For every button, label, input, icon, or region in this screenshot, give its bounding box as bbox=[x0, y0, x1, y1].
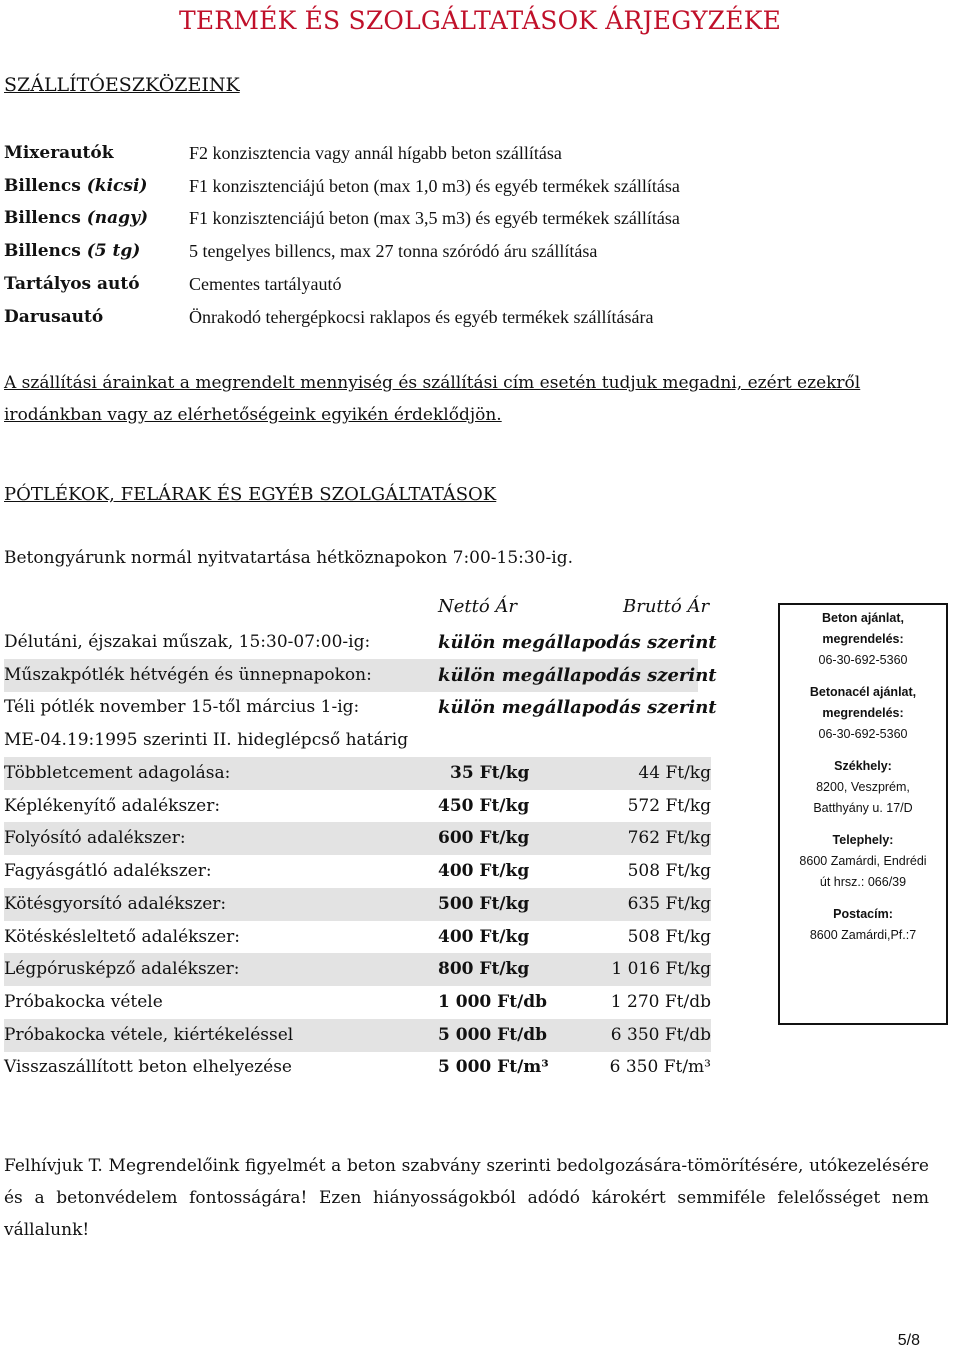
steel-offer-label-2: megrendelés: bbox=[822, 706, 904, 720]
warning-note: Felhívjuk T. Megrendelőink figyelmét a beton szabvány szerinti bedolgozására-tömörítésére, utókezelésére és a betonvédelem fontosságára! Ezen hiányosságokból adódó károkért semmiféle felelősséget nem vállalunk! bbox=[4, 1156, 929, 1240]
vehicle-description: F1 konzisztenciájú beton (max 1,0 m3) és egyéb termékek szállítása bbox=[189, 176, 680, 196]
price-row bbox=[4, 626, 717, 659]
winter-standard-note: ME-04.19:1995 szerinti II. hideglépcső határig bbox=[4, 730, 409, 750]
steel-offer-phone: 06-30-692-5360 bbox=[818, 727, 908, 741]
price-gross: 762 Ft/kg bbox=[627, 828, 711, 848]
price-net: 800 Ft/kg bbox=[438, 959, 530, 979]
price-net: 400 Ft/kg bbox=[438, 861, 530, 881]
price-net: 600 Ft/kg bbox=[438, 828, 530, 848]
price-gross: 44 Ft/kg bbox=[638, 763, 711, 783]
vehicle-description: F1 konzisztenciájú beton (max 3,5 m3) és egyéb termékek szállítása bbox=[189, 208, 680, 228]
price-row bbox=[4, 790, 711, 823]
price-row bbox=[4, 757, 711, 790]
price-label: Délutáni, éjszakai műszak, 15:30-07:00-ig: bbox=[4, 632, 371, 652]
site-label: Telephely: bbox=[832, 833, 894, 847]
price-agreement: külön megállapodás szerint bbox=[438, 697, 717, 718]
postal-label: Postacím: bbox=[833, 907, 893, 921]
price-label: Visszaszállított beton elhelyezése bbox=[4, 1057, 292, 1077]
vehicle-name: Billencs (nagy) bbox=[4, 208, 148, 228]
site-address-2: út hrsz.: 066/39 bbox=[819, 875, 907, 889]
price-net: 35 Ft/kg bbox=[450, 763, 530, 783]
vehicle-description: Önrakodó tehergépkocsi raklapos és egyéb termékek szállítására bbox=[189, 307, 654, 327]
price-row bbox=[4, 855, 711, 888]
price-label: Légpórusképző adalékszer: bbox=[4, 959, 240, 979]
postal-address: 8600 Zamárdi,Pf.:7 bbox=[809, 928, 917, 942]
price-label: Képlékenyítő adalékszer: bbox=[4, 796, 221, 816]
headquarters-label: Székhely: bbox=[834, 759, 892, 773]
price-row bbox=[4, 1019, 711, 1052]
price-label: Próbakocka vétele, kiértékeléssel bbox=[4, 1025, 294, 1045]
price-label: Fagyásgátló adalékszer: bbox=[4, 861, 212, 881]
price-net: 500 Ft/kg bbox=[438, 894, 530, 914]
price-row bbox=[4, 659, 717, 692]
price-row bbox=[4, 921, 711, 954]
headquarters-address-1: 8200, Veszprém, bbox=[816, 780, 910, 794]
price-net: 5 000 Ft/db bbox=[438, 1025, 548, 1045]
price-row bbox=[4, 986, 711, 1019]
offer-phone: 06-30-692-5360 bbox=[818, 653, 908, 667]
site-address-1: 8600 Zamárdi, Endrédi bbox=[799, 854, 927, 868]
vehicle-name: Billencs (5 tg) bbox=[4, 241, 141, 261]
vehicle-name: Darusautó bbox=[4, 307, 104, 327]
column-header-gross: Bruttó Ár bbox=[623, 596, 710, 617]
vehicle-name: Billencs (kicsi) bbox=[4, 176, 148, 196]
price-label: Kötésgyorsító adalékszer: bbox=[4, 894, 227, 914]
price-row bbox=[4, 953, 711, 986]
price-gross: 6 350 Ft/db bbox=[610, 1025, 711, 1045]
section-heading-extras: PÓTLÉKOK, FELÁRAK ÉS EGYÉB SZOLGÁLTATÁSOK bbox=[4, 484, 497, 505]
vehicle-description: 5 tengelyes billencs, max 27 tonna szóródó áru szállítása bbox=[189, 241, 598, 261]
price-gross: 572 Ft/kg bbox=[627, 796, 711, 816]
price-label: Folyósító adalékszer: bbox=[4, 828, 186, 848]
contact-box bbox=[778, 603, 948, 1025]
steel-offer-label: Betonacél ajánlat, bbox=[809, 685, 917, 699]
column-header-net: Nettó Ár bbox=[438, 596, 518, 617]
vehicle-name: Tartályos autó bbox=[4, 274, 140, 294]
price-row bbox=[4, 888, 711, 921]
price-label: Műszakpótlék hétvégén és ünnepnapokon: bbox=[4, 665, 372, 685]
vehicle-name: Mixerautók bbox=[4, 143, 114, 163]
price-label: Téli pótlék november 15-től március 1-ig: bbox=[4, 697, 360, 717]
price-row bbox=[4, 691, 717, 724]
price-label: Kötéskésleltető adalékszer: bbox=[4, 927, 241, 947]
price-net: 5 000 Ft/m³ bbox=[438, 1057, 549, 1077]
offer-label: Beton ajánlat, bbox=[822, 611, 904, 625]
price-net: 1 000 Ft/db bbox=[438, 992, 548, 1012]
offer-label-2: megrendelés: bbox=[822, 632, 904, 646]
price-row bbox=[4, 724, 711, 757]
opening-hours: Betongyárunk normál nyitvatartása hétköznapokon 7:00-15:30-ig. bbox=[4, 548, 574, 568]
price-gross: 635 Ft/kg bbox=[627, 894, 711, 914]
price-gross: 1 016 Ft/kg bbox=[611, 959, 711, 979]
price-gross: 508 Ft/kg bbox=[627, 861, 711, 881]
price-row bbox=[4, 1051, 711, 1084]
price-net: 450 Ft/kg bbox=[438, 796, 530, 816]
page-title: TERMÉK ÉS SZOLGÁLTATÁSOK ÁRJEGYZÉKE bbox=[178, 6, 782, 35]
vehicle-description: F2 konzisztencia vagy annál hígabb beton szállítása bbox=[189, 143, 562, 163]
price-agreement: külön megállapodás szerint bbox=[438, 665, 717, 686]
section-heading-vehicles: SZÁLLÍTÓESZKÖZEINK bbox=[4, 74, 240, 96]
price-agreement: külön megállapodás szerint bbox=[438, 632, 717, 653]
price-row bbox=[4, 822, 711, 855]
delivery-note: A szállítási árainkat a megrendelt mennyiség és szállítási cím esetén tudjuk megadni, ezért ezekről irodánkban vagy az elérhetőségeink egyikén érdeklődjön. bbox=[4, 373, 861, 425]
price-gross: 1 270 Ft/db bbox=[610, 992, 711, 1012]
price-gross: 508 Ft/kg bbox=[627, 927, 711, 947]
price-label: Próbakocka vétele bbox=[4, 992, 163, 1012]
headquarters-address-2: Batthyány u. 17/D bbox=[813, 801, 913, 815]
price-net: 400 Ft/kg bbox=[438, 927, 530, 947]
vehicle-description: Cementes tartályautó bbox=[189, 274, 342, 294]
price-label: Többletcement adagolása: bbox=[4, 763, 231, 783]
page-number: 5/8 bbox=[897, 1332, 920, 1349]
price-gross: 6 350 Ft/m³ bbox=[609, 1057, 711, 1077]
